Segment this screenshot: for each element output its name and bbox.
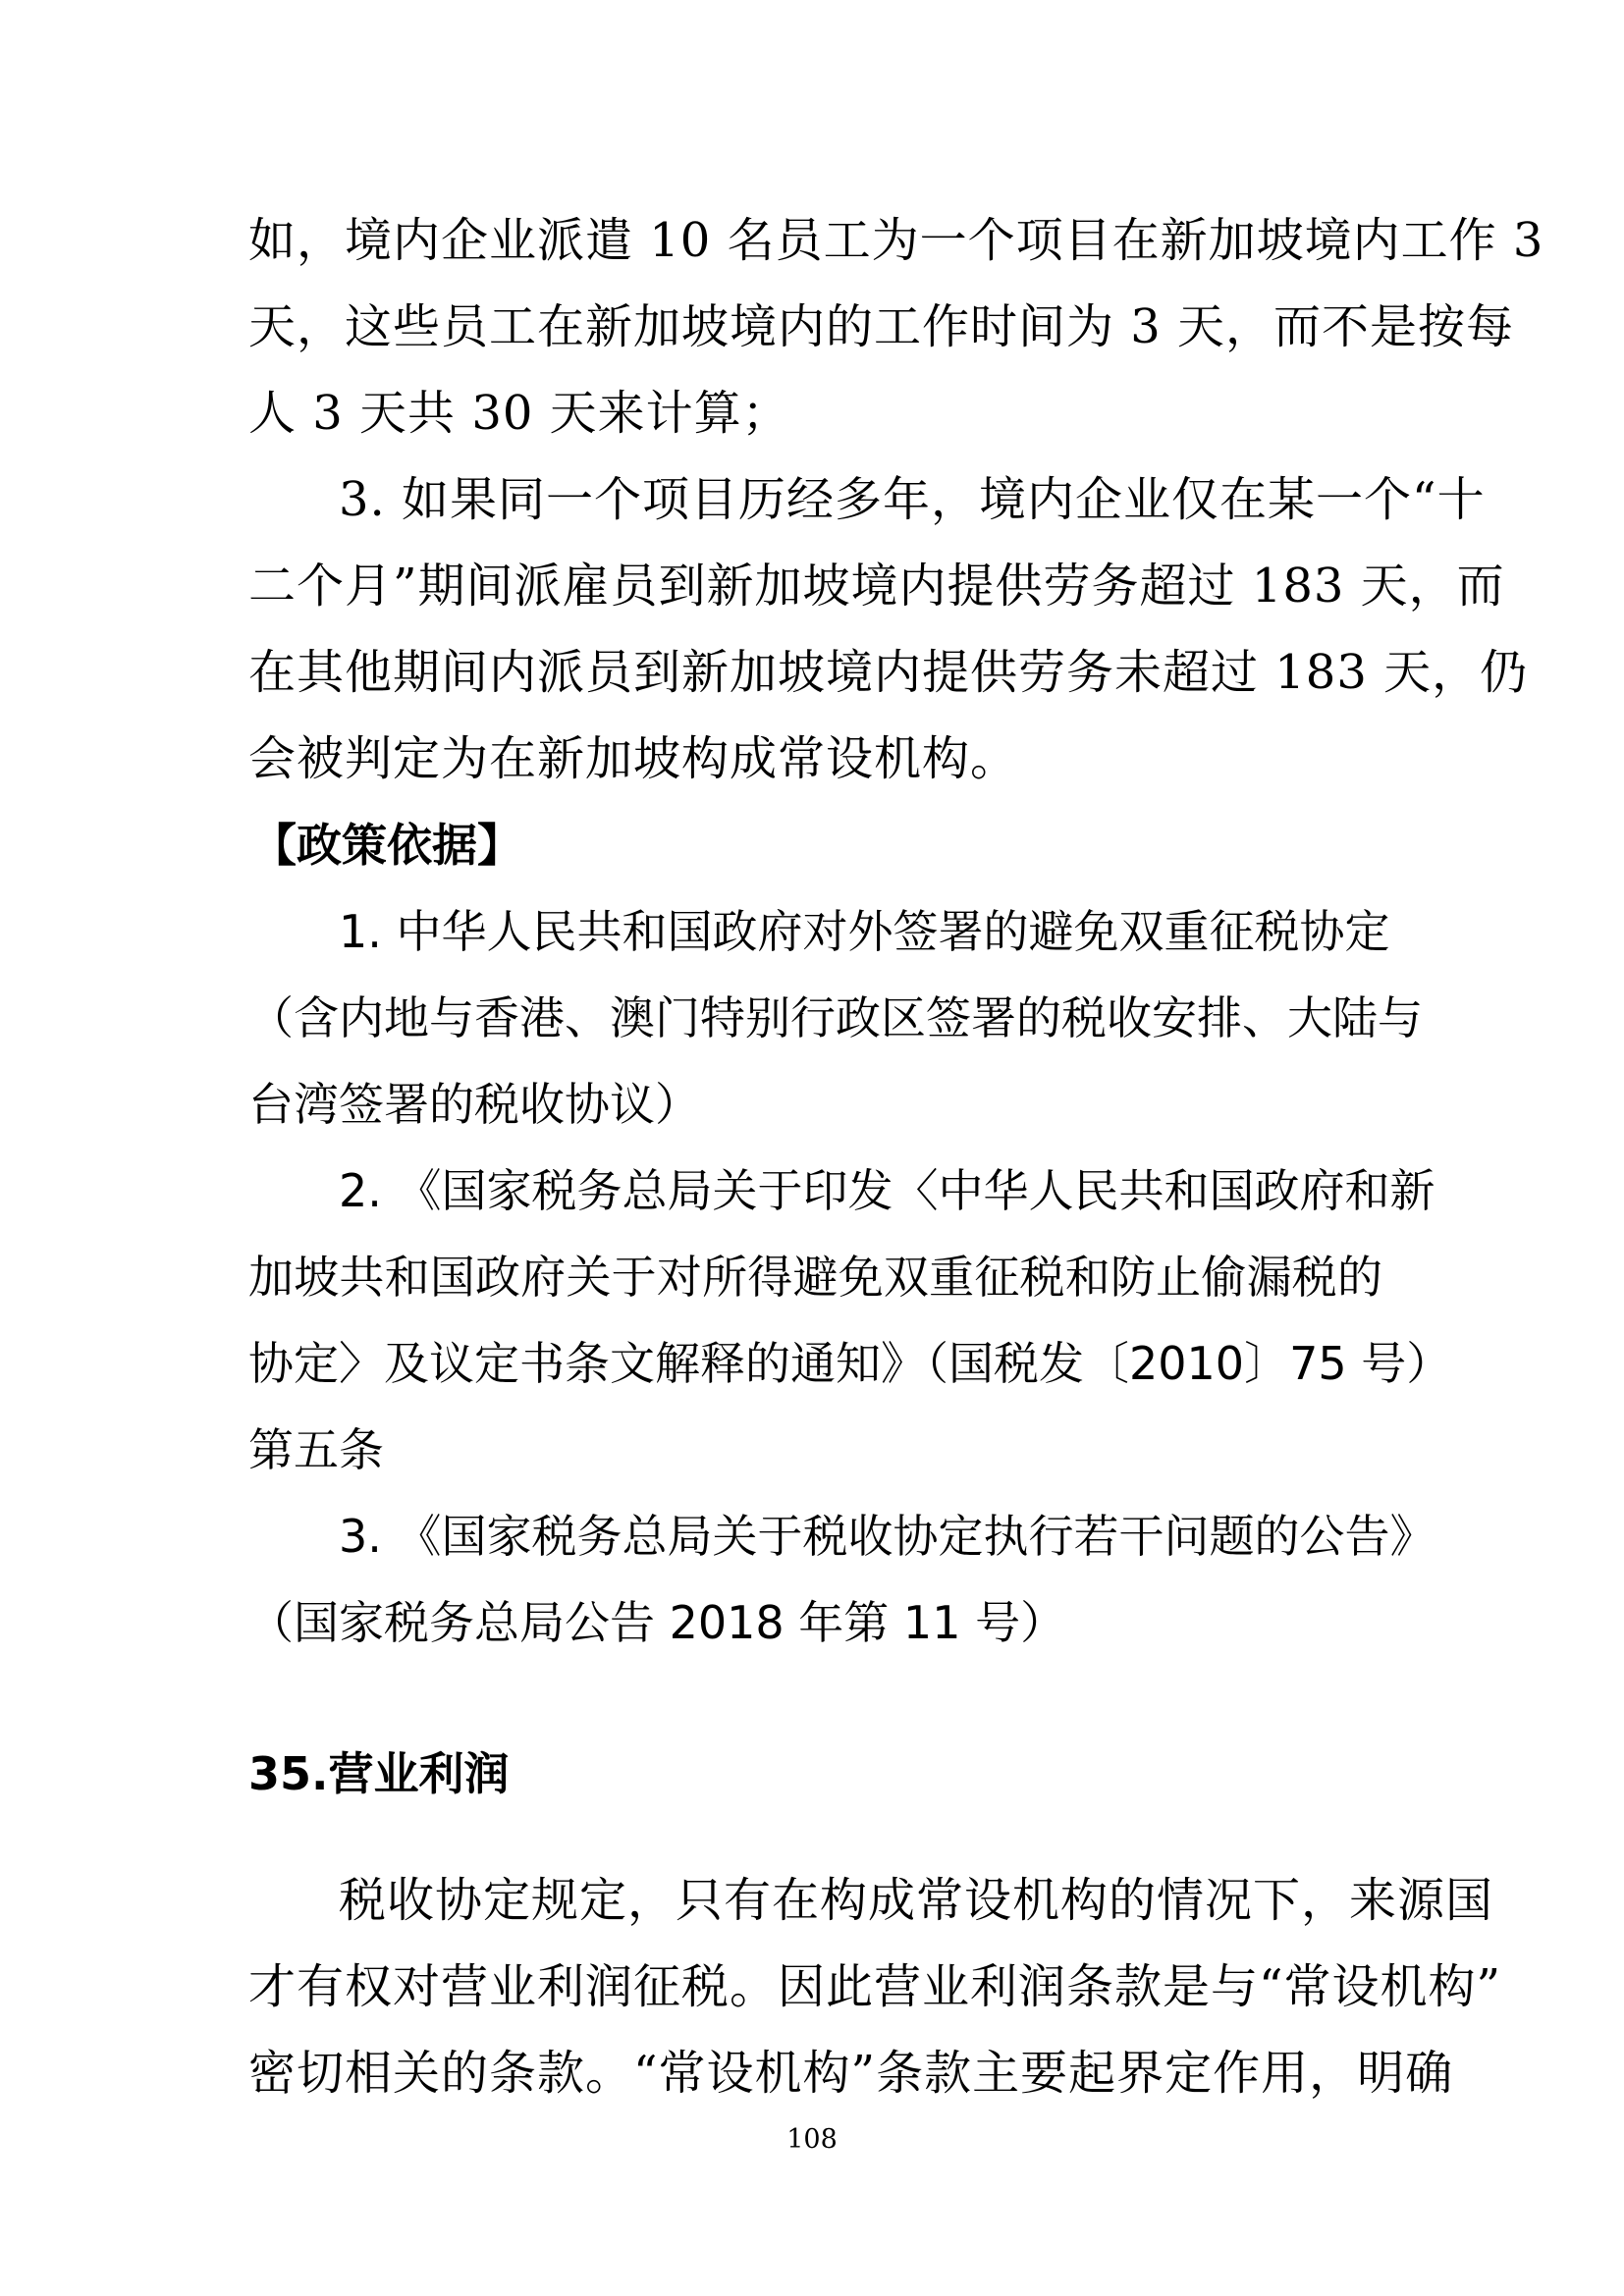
policy-item-1-cont: （含内地与香港、澳门特别行政区签署的税收安排、大陆与: [248, 991, 1423, 1044]
policy-item-2: 2. 《国家税务总局关于印发〈中华人民共和国政府和新: [339, 1164, 1435, 1217]
body-line-indented: 3. 如果同一个项目历经多年，境内企业仅在某一个“十: [339, 472, 1486, 527]
body-line: 密切相关的条款。“常设机构”条款主要起界定作用，明确: [248, 2046, 1454, 2101]
policy-item-3: 3. 《国家税务总局关于税收协定执行若干问题的公告》: [339, 1510, 1435, 1563]
policy-item-1-cont: 台湾签署的税收协议）: [248, 1078, 700, 1131]
body-line: 才有权对营业利润征税。因此营业利润条款是与“常设机构”: [248, 1959, 1502, 2014]
policy-basis-heading: 【政策依据】: [251, 819, 522, 872]
section-heading-35: 35.营业利润: [248, 1747, 510, 1800]
policy-item-2-cont: 第五条: [248, 1423, 384, 1476]
policy-item-2-cont: 协定〉及议定书条文解释的通知》（国税发〔2010〕75 号）: [248, 1337, 1452, 1390]
body-line: 会被判定为在新加坡构成常设机构。: [248, 731, 1019, 786]
body-line: 如，境内企业派遣 10 名员工为一个项目在新加坡境内工作 3: [248, 213, 1544, 268]
page-number: 108: [786, 2124, 838, 2155]
body-line: 人 3 天共 30 天来计算；: [248, 386, 790, 441]
body-line: 二个月”期间派雇员到新加坡境内提供劳务超过 183 天，而: [248, 559, 1505, 614]
body-line: 天，这些员工在新加坡境内的工作时间为 3 天，而不是按每: [248, 299, 1515, 354]
policy-item-3-cont: （国家税务总局公告 2018 年第 11 号）: [248, 1596, 1066, 1649]
body-line: 在其他期间内派员到新加坡境内提供劳务未超过 183 天，仍: [248, 645, 1529, 700]
policy-item-2-cont: 加坡共和国政府关于对所得避免双重征税和防止偷漏税的: [248, 1251, 1382, 1304]
body-line-indented: 税收协定规定，只有在构成常设机构的情况下，来源国: [339, 1873, 1494, 1928]
policy-item-1: 1. 中华人民共和国政府对外签署的避免双重征税协定: [339, 905, 1390, 958]
